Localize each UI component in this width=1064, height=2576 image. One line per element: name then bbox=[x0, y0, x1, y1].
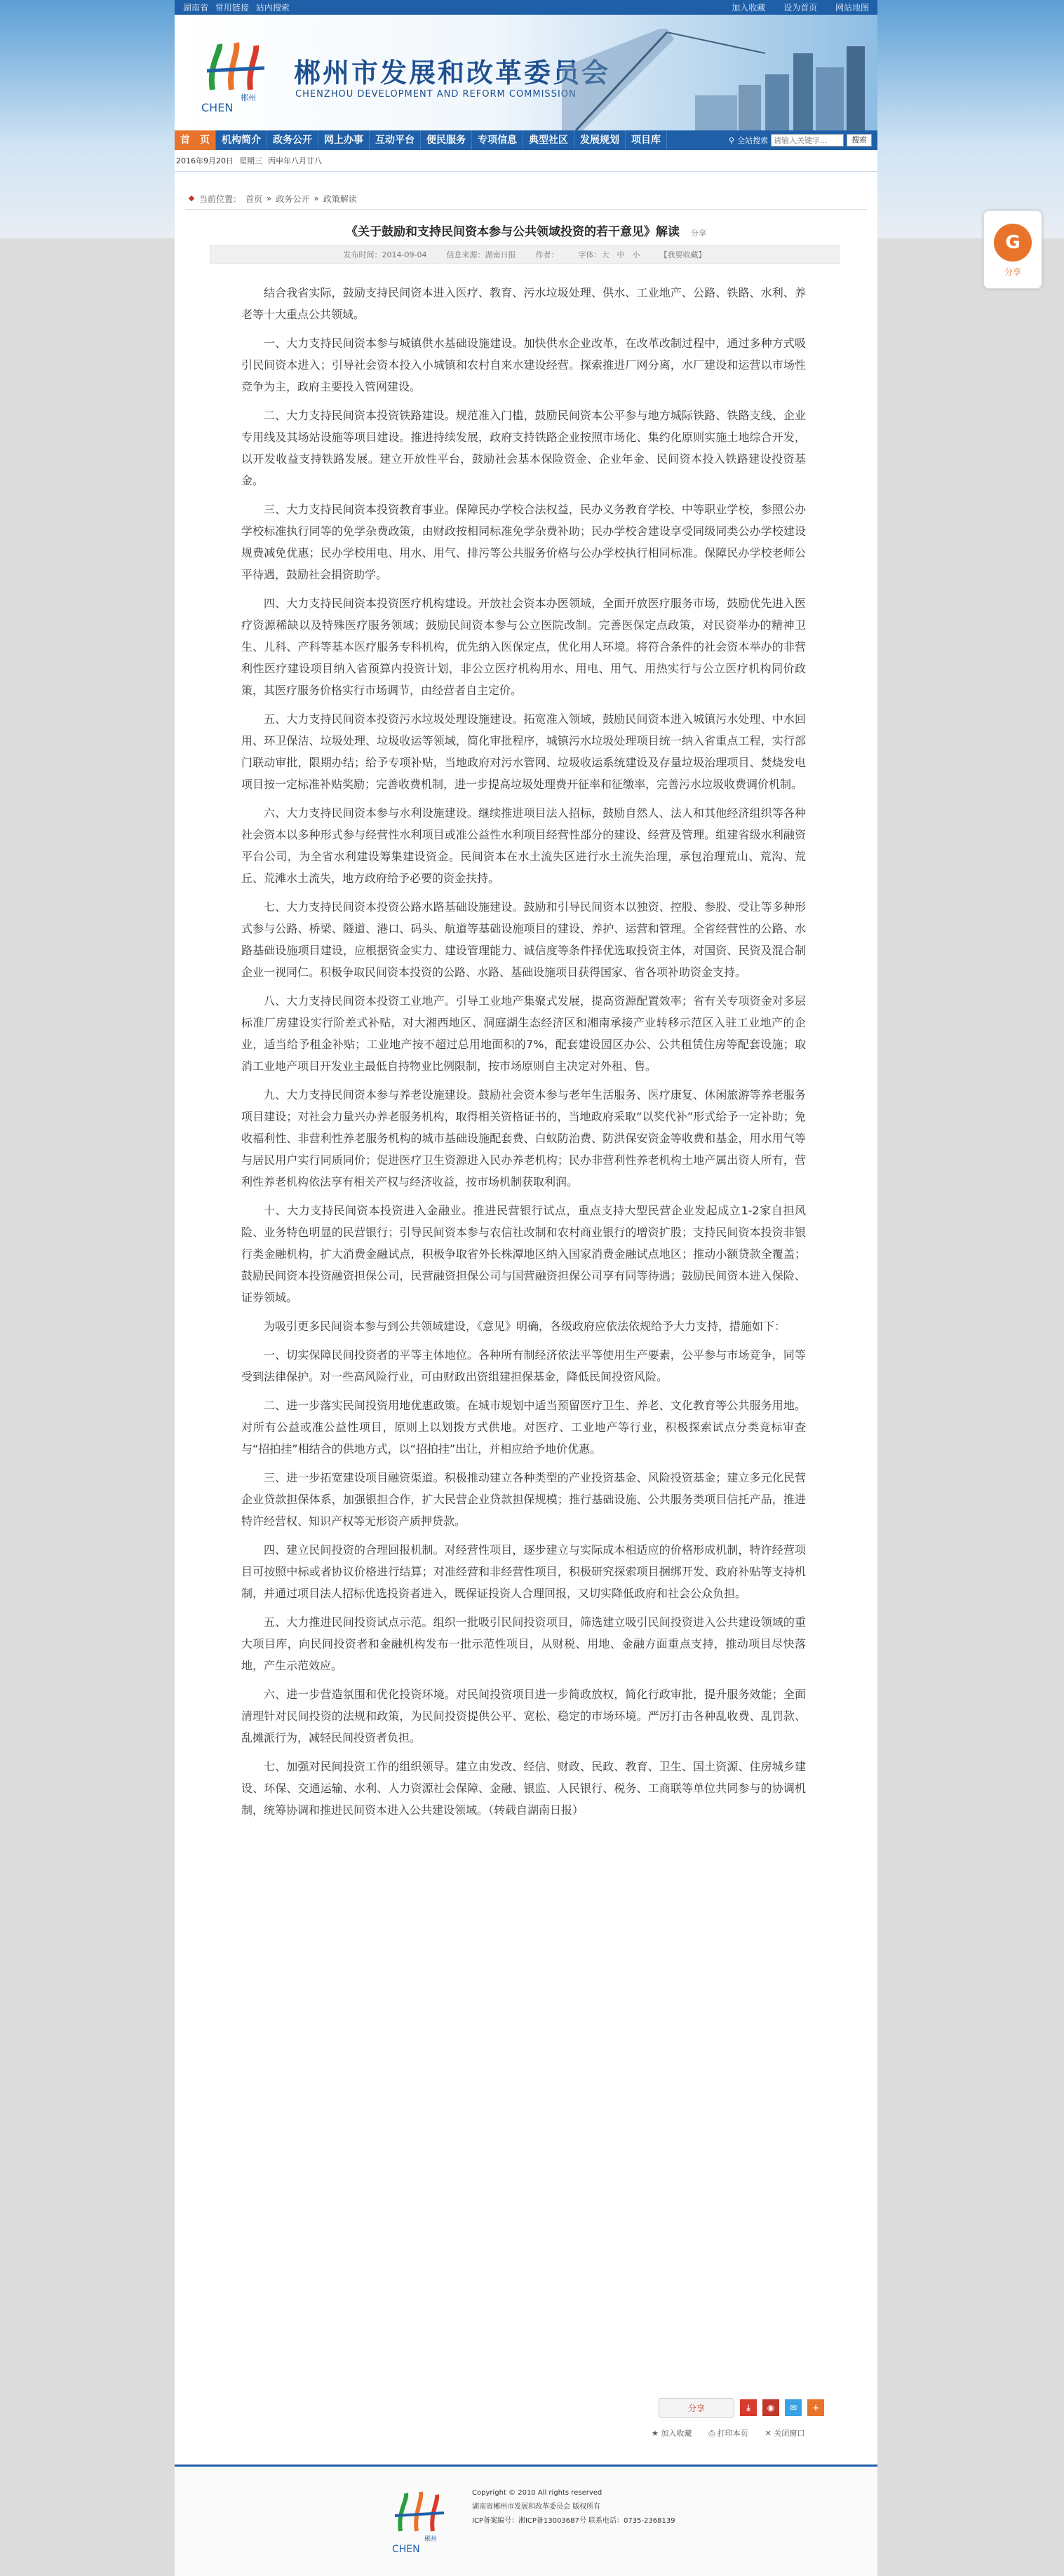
floating-share-widget[interactable] bbox=[983, 210, 1042, 289]
font-size-switcher[interactable]: 字体：大 中 小 bbox=[578, 250, 640, 259]
article-actions bbox=[652, 2427, 804, 2439]
current-weekday: 星期三 bbox=[239, 156, 262, 165]
more-share-icon[interactable]: + bbox=[807, 2399, 824, 2416]
main-nav bbox=[175, 130, 877, 150]
weibo-icon[interactable]: ◉ bbox=[762, 2399, 779, 2416]
article-paragraph: 六、进一步营造氛围和优化投资环境。对民间投资项目进一步简政放权，简化行政审批，提升服务效能；全面清理针对民间投资的法规和政策，为民间投资提供公平、宽松、稳定的市场环境。严厉打击各种乱收费、乱罚款、乱摊派行为，减轻民间投资者负担。 bbox=[241, 1688, 806, 1744]
email-icon[interactable]: ✉ bbox=[785, 2399, 802, 2416]
publish-time: 发布时间：2014-09-04 bbox=[343, 250, 427, 259]
lunar-date: 丙申年八月廿八 bbox=[268, 156, 322, 165]
svg-text:郴州: 郴州 bbox=[241, 93, 256, 102]
article-meta bbox=[210, 245, 840, 264]
nav-typical-community[interactable]: 典型社区 bbox=[523, 130, 574, 150]
svg-text:CHEN: CHEN bbox=[201, 101, 234, 114]
breadcrumb bbox=[185, 188, 867, 210]
nav-about[interactable]: 机构简介 bbox=[216, 130, 267, 150]
nav-government-affairs[interactable]: 政务公开 bbox=[267, 130, 318, 150]
footer bbox=[175, 2465, 877, 2576]
nav-project-library[interactable]: 项目库 bbox=[626, 130, 667, 150]
breadcrumb-label: 当前位置： bbox=[199, 194, 242, 204]
breadcrumb-home[interactable]: 首页 bbox=[245, 194, 263, 204]
top-right-links bbox=[716, 1, 869, 13]
site-title-english: CHENZHOU DEVELOPMENT AND REFORM COMMISSION bbox=[295, 89, 577, 100]
breadcrumb-bullet-icon bbox=[189, 196, 194, 201]
set-homepage-link[interactable]: 设为首页 bbox=[783, 3, 818, 13]
nav-public-services[interactable]: 便民服务 bbox=[421, 130, 472, 150]
add-favorite-action[interactable]: ★ 加入收藏 bbox=[652, 2429, 692, 2438]
article-paragraph: 二、大力支持民间资本投资铁路建设。规范准入门槛，鼓励民间资本公平参与地方城际铁路、铁路支线、企业专用线及其场站设施等项目建设。推进持续发展，政府支持铁路企业按照市场化、集约化原则实施土地综合开发，以开发收益支持铁路发展。建立开放性平台，鼓励社会基本保险资金、企业年金、民间资本投入铁路建设投资基金。 bbox=[241, 409, 806, 487]
date-bar bbox=[175, 150, 877, 172]
nav-interaction[interactable]: 互动平台 bbox=[370, 130, 421, 150]
article-paragraph: 二、进一步落实民间投资用地优惠政策。在城市规划中适当预留医疗卫生、养老、文化教育等公共服务用地。对所有公益或准公益性项目，原则上以划拨方式供地。对医疗、工业地产等行业，积极探索试点分类竞标审查与“招拍挂”相结合的供地方式，以“招拍挂”出让，并相应给予地价优惠。 bbox=[241, 1399, 806, 1456]
current-date: 2016年9月20日 bbox=[176, 156, 234, 165]
author: 作者： bbox=[535, 250, 559, 259]
article-paragraph: 三、大力支持民间资本投资教育事业。保障民办学校合法权益，民办义务教育学校、中等职业学校，参照公办学校标准执行同等的免学杂费政策，由财政按相同标准免学杂费补助；民办学校舍建设享受同级同类公办学校建设规费减免优惠；民办学校用电、用水、用气、排污等公共服务价格与公办学校执行相同标准。保障民办学校老师公平待遇，鼓励社会捐资助学。 bbox=[241, 503, 806, 581]
article-paragraph: 七、大力支持民间资本投资公路水路基础设施建设。鼓励和引导民间资本以独资、控股、参股、受让等多种形式参与公路、桥梁、隧道、港口、码头、航道等基础设施项目的建设、养护、运营和管理。全省经营性的公路、水路基础设施项目建设，应根据资金实力、建设管理能力、诚信度等条件择优选取投资主体，对国资、民资及混合制企业一视同仁。积极争取民间资本投资的公路、水路、基础设施项目获得国家、省各项补助资金支持。 bbox=[241, 900, 806, 979]
share-button[interactable]: 分享 bbox=[659, 2398, 734, 2418]
top-links bbox=[183, 1, 294, 13]
search-input[interactable] bbox=[771, 134, 844, 147]
top-link-common[interactable]: 常用链接 bbox=[215, 3, 249, 13]
nav-online-services[interactable]: 网上办事 bbox=[318, 130, 370, 150]
footer-owner: 湖南省郴州市发展和改革委员会 版权所有 bbox=[472, 2503, 601, 2511]
page-container bbox=[175, 0, 877, 2574]
breadcrumb-separator: » bbox=[314, 194, 319, 203]
article-paragraph: 三、进一步拓宽建设项目融资渠道。积极推动建立各种类型的产业投资基金、风险投资基金；建立多元化民营企业贷款担保体系，加强银担合作，扩大民营企业贷款担保规模；推行基础设施、公共服务类项目信托产品，推进特许经营权、知识产权等无形资产质押贷款。 bbox=[241, 1471, 806, 1528]
nav-home[interactable]: 首 页 bbox=[175, 130, 216, 150]
article-paragraph: 为吸引更多民间资本参与到公共领域建设，《意见》明确，各级政府应依法依规给予大力支持，措施如下： bbox=[264, 1320, 786, 1333]
title-share-button[interactable]: 分享 bbox=[690, 229, 706, 238]
sitemap-link[interactable]: 网站地图 bbox=[835, 3, 869, 13]
top-utility-bar bbox=[175, 0, 877, 15]
article-paragraph: 八、大力支持民间资本投资工业地产。引导工业地产集聚式发展，提高资源配置效率；省有关专项资金对多层标准厂房建设实行阶差式补贴，对大湘西地区、洞庭湖生态经济区和湘南承接产业转移示范区入驻工业地产的企业，适当给予租金补贴；工业地产按不超过总用地面积的7%，配套建设园区办公、公共租赁住房等配套设施；取消工业地产项目开发业主最低自持物业比例限制，按市场原则自主决定对外租、售。 bbox=[241, 994, 806, 1073]
svg-text:郴州: 郴州 bbox=[424, 2536, 438, 2543]
info-source: 信息来源：湖南日报 bbox=[446, 250, 516, 259]
floating-share-label: 分享 bbox=[1004, 267, 1021, 277]
article-paragraph: 七、加强对民间投资工作的组织领导。建立由发改、经信、财政、民政、教育、卫生、国土资源、住房城乡建设、环保、交通运输、水利、人力资源社会保障、金融、银监、人民银行、税务、工商联等单位共同参与的协调机制，统筹协调和推进民间资本进入公共建设领域。（转载自湖南日报） bbox=[241, 1760, 806, 1817]
article-body bbox=[241, 282, 806, 1828]
footer-icp: ICP备案编号：湘ICP备13003687号 联系电话：0735-2368139 bbox=[472, 2517, 675, 2525]
article-paragraph: 结合我省实际，鼓励支持民间资本进入医疗、教育、污水垃圾处理、供水、工业地产、公路、铁路、水利、养老等十大重点公共领域。 bbox=[241, 286, 806, 321]
nav-development-plan[interactable]: 发展规划 bbox=[574, 130, 626, 150]
search-label: 全站搜索 bbox=[737, 136, 768, 145]
article-paragraph: 一、切实保障民间投资者的平等主体地位。各种所有制经济依法平等使用生产要素，公平参与市场竞争，同等受到法律保护。对一些高风险行业，可由财政出资组建担保基金，降低民间投资风险。 bbox=[241, 1348, 806, 1383]
site-title: 郴州市发展和改革委员会 bbox=[294, 57, 611, 88]
search-icon: ⚲ bbox=[728, 135, 734, 145]
article-paragraph: 十、大力支持民间资本投资进入金融业。推进民营银行试点，重点支持大型民营企业发起成立1-2家自担风险、业务特色明显的民营银行；引导民间资本参与农信社改制和农村商业银行的增资扩股；支持民间资本投资非银行类金融机构，扩大消费金融试点，积极争取省外长株潭地区纳入国家消费金融试点地区；推动小额贷款全覆盖；鼓励民间资本投资融资担保公司，民营融资担保公司与国营融资担保公司享有同等待遇；鼓励民间资本进入保险、证券领域。 bbox=[241, 1204, 806, 1304]
article-title-text: 《关于鼓励和支持民间资本参与公共领域投资的若干意见》解读 bbox=[346, 225, 680, 239]
footer-logo bbox=[391, 2488, 454, 2555]
close-window-action[interactable]: ✕ 关闭窗口 bbox=[765, 2429, 805, 2438]
add-favorite-link[interactable]: 加入收藏 bbox=[732, 3, 766, 13]
article-paragraph: 五、大力支持民间资本投资污水垃圾处理设施建设。拓宽准入领域，鼓励民间资本进入城镇污水处理、中水回用、环卫保洁、垃圾处理、垃圾收运等领域，简化审批程序，城镇污水垃圾处理项目统一纳入省重点工程，实行部门联动审批，限期办结；给予专项补贴，当地政府对污水管网、垃圾收运系统建设及存量垃圾治理项目、焚烧发电项目按一定标准补贴奖励；完善收费机制，进一步提高垃圾处理费开征率和征缴率，完善污水垃圾收费调价机制。 bbox=[241, 712, 806, 791]
print-action[interactable]: ⎙ 打印本页 bbox=[708, 2429, 748, 2438]
article-paragraph: 六、大力支持民间资本参与水利设施建设。继续推进项目法人招标，鼓励自然人、法人和其他经济组织等各种社会资本以多种形式参与经营性水利项目或准公益性水利项目经营性部分的建设、经营及管理。组建省级水利融资平台公司，为全省水利建设筹集建设资金。民间资本在水土流失区进行水土流失治理，承包治理荒山、荒沟、荒丘、荒滩水土流失，地方政府给予必要的资金扶持。 bbox=[241, 806, 806, 885]
nav-special-info[interactable]: 专项信息 bbox=[472, 130, 523, 150]
article-paragraph: 九、大力支持民间资本参与养老设施建设。鼓励社会资本参与老年生活服务、医疗康复、休闲旅游等养老服务项目建设；对社会力量兴办养老服务机构，取得相关资格证书的，当地政府采取“以奖代补”形式给予一定补助；免收福利性、非营利性养老服务机构的城市基础设施配套费、白蚁防治费、防洪保安资金等收费和基金，用水用气等与居民用户实行同质同价；促进医疗卫生资源进入民办养老机构；民办非营利性养老机构土地产属出资人所有，营利性养老机构依法享有相关产权与经济收益，按市场机制获取利润。 bbox=[241, 1088, 806, 1188]
header-banner bbox=[175, 15, 877, 130]
site-search bbox=[729, 134, 877, 147]
share-logo-icon: G bbox=[994, 224, 1032, 262]
article-title bbox=[175, 222, 877, 239]
top-link-province[interactable]: 湖南省 bbox=[183, 3, 209, 13]
favorite-link[interactable]: 【我要收藏】 bbox=[659, 250, 706, 259]
share-toolbar bbox=[659, 2398, 824, 2418]
article-paragraph: 一、大力支持民间资本参与城镇供水基础设施建设。加快供水企业改革，在改革改制过程中，通过多种方式吸引民间资本进入；引导社会资本投入小城镇和农村自来水建设经营。探索推进厂网分离，水厂建设和运营以市场性竞争为主，政府主要投入管网建设。 bbox=[241, 337, 806, 393]
article-paragraph: 四、大力支持民间资本投资医疗机构建设。开放社会资本办医领域，全面开放医疗服务市场，鼓励优先进入医疗资源稀缺以及特殊医疗服务领域；鼓励民间资本参与公立医院改制。完善医保定点政策，对民资举办的精神卫生、儿科、产科等基本医疗服务专科机构，优先纳入医保定点，优化用人环境。将符合条件的社会资本举办的非营利性医疗建设项目纳入省预算内投资计划，非公立医疗机构用水、用电、用气、用热实行与公立医疗机构同价政策，其医疗服务价格实行市场调节，由经营者自主定价。 bbox=[241, 597, 806, 697]
breadcrumb-separator: » bbox=[267, 194, 272, 203]
city-skyline-illustration bbox=[555, 25, 877, 130]
footer-copyright: Copyright © 2010 All rights reserved bbox=[472, 2489, 602, 2497]
site-logo[interactable] bbox=[200, 37, 277, 114]
pdf-icon[interactable]: ⤓ bbox=[740, 2399, 757, 2416]
breadcrumb-policy-interpretation[interactable]: 政策解读 bbox=[323, 194, 357, 204]
article-paragraph: 五、大力推进民间投资试点示范。组织一批吸引民间投资项目，筛选建立吸引民间投资进入公共建设领域的重大项目库，向民间投资者和金融机构发布一批示范性项目，从财税、用地、金融方面重点支持，推动项目尽快落地，产生示范效应。 bbox=[241, 1615, 806, 1672]
article-paragraph: 四、建立民间投资的合理回报机制。对经营性项目，逐步建立与实际成本相适应的价格形成机制，特许经营项目可按照中标或者协议价格进行结算；对准经营和非经营性项目，积极研究探索项目捆绑开发、政府补贴等支持机制，并通过项目法人招标优选投资者进入，既保证投资人合理回报，又切实降低政府和社会公众负担。 bbox=[241, 1543, 806, 1600]
svg-text:CHEN: CHEN bbox=[392, 2544, 420, 2555]
breadcrumb-government-affairs[interactable]: 政务公开 bbox=[276, 194, 310, 204]
top-link-search[interactable]: 站内搜索 bbox=[255, 3, 290, 13]
footer-text bbox=[472, 2486, 675, 2528]
search-button[interactable]: 搜索 bbox=[847, 134, 872, 147]
